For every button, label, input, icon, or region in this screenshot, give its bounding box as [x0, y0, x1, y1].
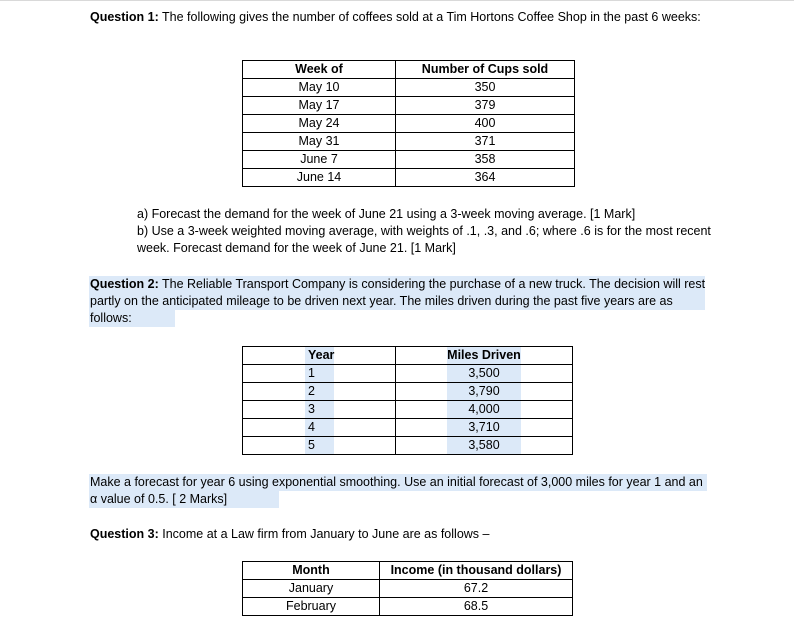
miles-cell: 3,580: [396, 437, 573, 455]
miles-cell: 3,710: [396, 419, 573, 437]
table-header-row: [243, 347, 573, 365]
table-header-row: [243, 61, 575, 79]
question-1-prompt: [90, 9, 710, 26]
year-cell: 1: [243, 365, 396, 383]
header-miles-driven: Miles Driven: [396, 347, 573, 365]
header-cups-sold: Number of Cups sold: [396, 61, 575, 79]
law-firm-income-table: [242, 561, 573, 616]
cups-cell: 400: [396, 115, 575, 133]
year-cell: 4: [243, 419, 396, 437]
header-month: Month: [243, 562, 380, 580]
week-cell: May 17: [243, 97, 396, 115]
table-row: [243, 115, 575, 133]
question-3-text: Income at a Law firm from January to June are as follows –: [158, 527, 490, 541]
table-row: [243, 401, 573, 419]
question-1-parts: [137, 206, 717, 257]
year-cell: 3: [243, 401, 396, 419]
table-header-row: [243, 562, 573, 580]
table-row: [243, 97, 575, 115]
miles-cell: 4,000: [396, 401, 573, 419]
table-row: [243, 598, 573, 616]
question-1-label: Question 1:: [90, 10, 159, 24]
question-2-text: The Reliable Transport Company is considering the purchase of a new truck. The decision will rest partly on the anticipated mileage to be driven next year. The miles driven during the past five years are as follows:: [90, 277, 706, 325]
income-cell: 68.5: [380, 598, 573, 616]
header-income: Income (in thousand dollars): [380, 562, 573, 580]
cups-cell: 358: [396, 151, 575, 169]
table-row: [243, 437, 573, 455]
week-cell: June 7: [243, 151, 396, 169]
header-week-of: Week of: [243, 61, 396, 79]
page-top-border: [0, 0, 794, 1]
question-2-prompt: [90, 276, 708, 327]
income-cell: 67.2: [380, 580, 573, 598]
year-cell: 2: [243, 383, 396, 401]
question-1-part-b: b) Use a 3-week weighted moving average, with weights of .1, .3, and .6; where .6 is for the most recent week. Forecast demand for the week of June 21. [1 Mark]: [137, 224, 711, 255]
miles-driven-table: [242, 346, 573, 455]
month-cell: February: [243, 598, 380, 616]
table-row: [243, 365, 573, 383]
cups-cell: 371: [396, 133, 575, 151]
question-2-label: Question 2:: [90, 277, 159, 291]
question-3-prompt: [90, 526, 710, 543]
week-cell: May 10: [243, 79, 396, 97]
question-1-part-a: a) Forecast the demand for the week of June 21 using a 3-week moving average. [1 Mark]: [137, 207, 636, 221]
coffee-sales-table: [242, 60, 575, 187]
month-cell: January: [243, 580, 380, 598]
cups-cell: 364: [396, 169, 575, 187]
table-row: [243, 580, 573, 598]
miles-cell: 3,500: [396, 365, 573, 383]
question-2-instruction: [90, 474, 708, 508]
table-row: [243, 133, 575, 151]
cups-cell: 379: [396, 97, 575, 115]
week-cell: May 31: [243, 133, 396, 151]
cups-cell: 350: [396, 79, 575, 97]
table-row: [243, 151, 575, 169]
header-year: Year: [243, 347, 396, 365]
question-3-label: Question 3:: [90, 527, 159, 541]
question-2-followup: Make a forecast for year 6 using exponential smoothing. Use an initial forecast of 3,000 miles for year 1 and an α value of 0.5. [ 2 Marks]: [90, 475, 703, 506]
week-cell: May 24: [243, 115, 396, 133]
question-1-text: The following gives the number of coffees sold at a Tim Hortons Coffee Shop in the past 6 weeks:: [158, 10, 701, 24]
table-row: [243, 169, 575, 187]
table-row: [243, 383, 573, 401]
year-cell: 5: [243, 437, 396, 455]
table-row: [243, 79, 575, 97]
miles-cell: 3,790: [396, 383, 573, 401]
week-cell: June 14: [243, 169, 396, 187]
table-row: [243, 419, 573, 437]
